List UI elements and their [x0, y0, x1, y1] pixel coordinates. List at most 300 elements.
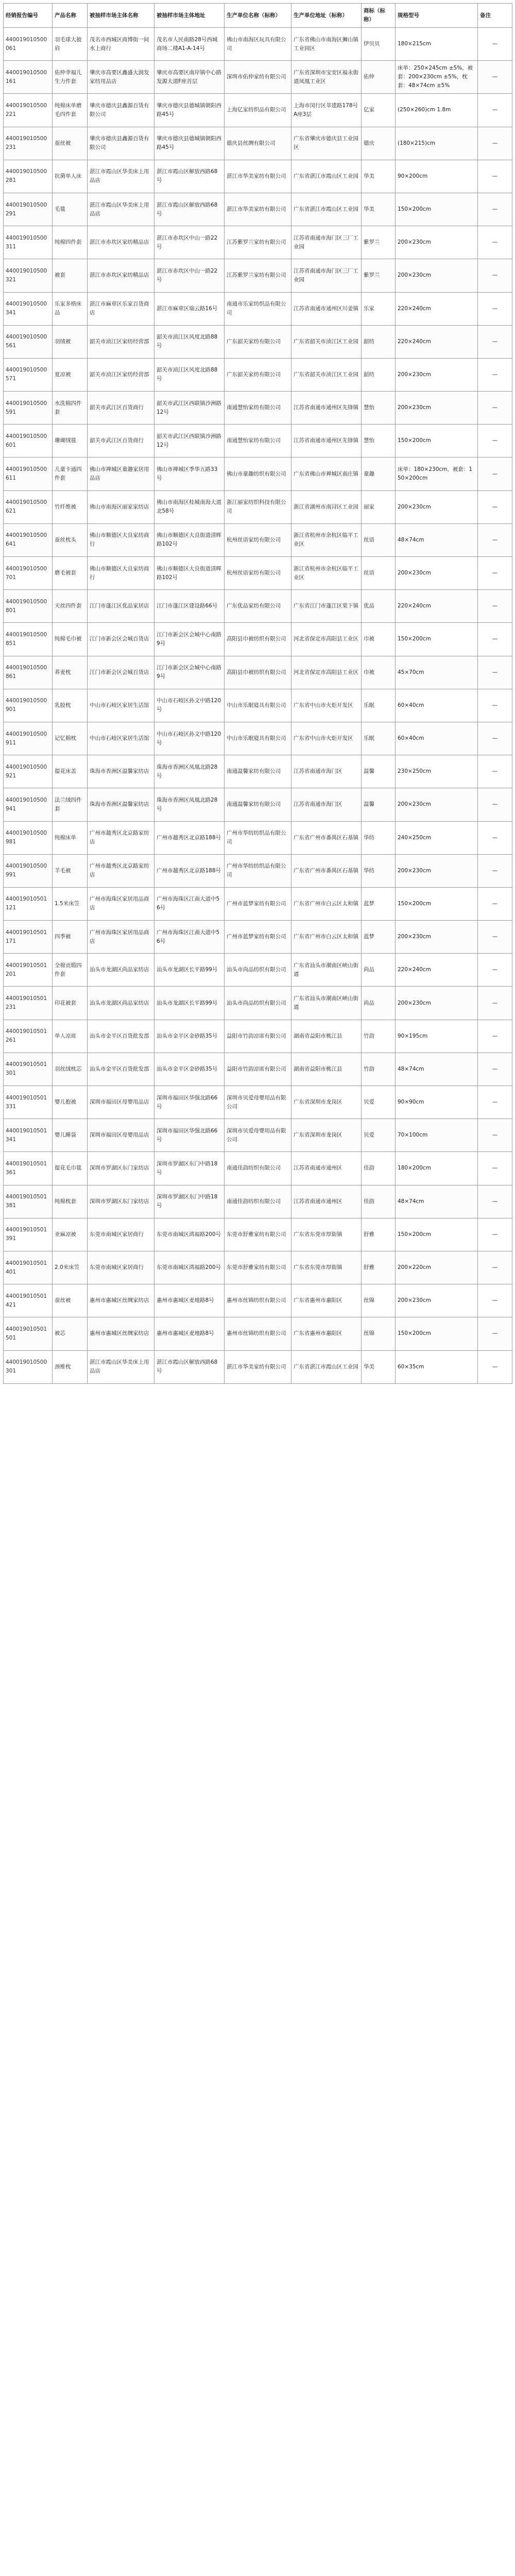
cell-maker-address: 江苏省南通市通州区先锋镇 [291, 425, 362, 457]
cell-seller: 汕头市龙湖区尚品家纺店 [88, 954, 154, 987]
cell-product: 颈椎枕 [53, 1350, 88, 1383]
cell-seller-address: 韶关市武江区西联镇沙洲路12号 [154, 392, 225, 425]
cell-seller: 肇庆市高要区鑫盛大润发家纺用品店 [88, 61, 154, 94]
cell-maker-address: 江苏省南通市通州区川姜镇 [291, 292, 362, 325]
table-row [4, 954, 512, 987]
cell-seller: 肇庆市德庆县鑫源百货有限公司 [88, 94, 154, 127]
cell-maker: 高阳县巾被纺织有限公司 [225, 623, 291, 656]
cell-seller: 佛山市南海区丽家家纺店 [88, 490, 154, 523]
cell-seller-address: 韶关市浈江区风度北路88号 [154, 358, 225, 391]
cell-maker: 中山市乐眠寝具有限公司 [225, 689, 291, 722]
cell-brand: 巾被 [362, 623, 396, 656]
table-row [4, 1119, 512, 1152]
cell-report-id: 440019010501421 [4, 1284, 53, 1317]
cell-maker-address: 浙江省湖州市南浔区工业园 [291, 490, 362, 523]
cell-note: — [478, 954, 512, 987]
cell-report-id: 440019010500221 [4, 94, 53, 127]
cell-product: 儿童卡通四件套 [53, 457, 88, 490]
cell-maker: 广州市蓝梦家纺有限公司 [225, 921, 291, 954]
cell-product: 蚕丝被 [53, 1284, 88, 1317]
cell-product: 荞麦枕 [53, 656, 88, 689]
cell-seller: 韶关市浈江区家纺经营部 [88, 325, 154, 358]
cell-seller-address: 东莞市南城区鸿福路200号 [154, 1218, 225, 1251]
cell-maker: 东莞市舒雅家纺有限公司 [225, 1218, 291, 1251]
cell-report-id: 440019010500901 [4, 689, 53, 722]
cell-seller: 惠州市惠城区丝绸家纺店 [88, 1317, 154, 1350]
cell-maker: 深圳市佑仲家纺有限公司 [225, 61, 291, 94]
cell-report-id: 440019010501331 [4, 1086, 53, 1119]
table-row [4, 1086, 512, 1119]
cell-product: 磨毛被套 [53, 557, 88, 590]
cell-seller: 深圳市福田区母婴用品店 [88, 1119, 154, 1152]
cell-brand: 尚品 [362, 954, 396, 987]
cell-brand: 华美 [362, 160, 396, 193]
cell-maker-address: 江苏省南通市海门区 [291, 788, 362, 821]
cell-seller: 珠海市香洲区温馨家纺店 [88, 755, 154, 788]
cell-spec: 240×250cm [396, 821, 478, 854]
cell-maker: 汕头市尚品纺织有限公司 [225, 954, 291, 987]
cell-seller: 广州市海珠区家居用品商店 [88, 921, 154, 954]
cell-maker-address: 河北省保定市高阳县工业区 [291, 623, 362, 656]
cell-brand: 韶纺 [362, 358, 396, 391]
table-row [4, 160, 512, 193]
cell-seller: 佛山市顺德区大良家纺商行 [88, 523, 154, 556]
cell-maker: 广州市华纺纺织品有限公司 [225, 854, 291, 887]
cell-maker-address: 广东省广州市番禺区石基镇 [291, 821, 362, 854]
cell-product: 佑仲幸福儿生力件套 [53, 61, 88, 94]
cell-maker: 南通慧怡家纺有限公司 [225, 392, 291, 425]
cell-maker-address: 广东省湛江市霞山区工业园 [291, 193, 362, 226]
table-row [4, 490, 512, 523]
header-seller: 被抽样市场主体名称 [88, 4, 154, 28]
cell-note: — [478, 1350, 512, 1383]
cell-maker: 南通佳韵纺织有限公司 [225, 1152, 291, 1185]
cell-seller-address: 惠州市惠城区麦地路8号 [154, 1317, 225, 1350]
cell-report-id: 440019010501171 [4, 921, 53, 954]
table-row [4, 755, 512, 788]
cell-product: 乐家多格床品 [53, 292, 88, 325]
cell-spec: 床单：180×230cm，被套：150×200cm [396, 457, 478, 490]
cell-spec: 180×200cm [396, 1152, 478, 1185]
table-row [4, 689, 512, 722]
cell-seller: 广州市越秀区北京路家纺店 [88, 821, 154, 854]
cell-note: — [478, 392, 512, 425]
cell-maker: 杭州丝语家纺有限公司 [225, 557, 291, 590]
cell-seller-address: 佛山市禅城区季华五路33号 [154, 457, 225, 490]
cell-maker: 佛山市童趣纺织有限公司 [225, 457, 291, 490]
cell-brand: 慧怡 [362, 425, 396, 457]
header-seller-address: 被抽样市场主体地址 [154, 4, 225, 28]
cell-report-id: 440019010500311 [4, 226, 53, 259]
cell-note: — [478, 854, 512, 887]
cell-spec: 60×40cm [396, 722, 478, 755]
cell-seller-address: 茂名市人民南路28号西城商场二楼A1-A-14号 [154, 28, 225, 61]
cell-product: 纯棉毛巾被 [53, 623, 88, 656]
cell-spec: 200×230cm [396, 392, 478, 425]
table-row [4, 623, 512, 656]
table-body [4, 28, 512, 1384]
cell-product: 单人凉席 [53, 1020, 88, 1053]
cell-product: 提花毛巾毯 [53, 1152, 88, 1185]
cell-spec: 床单：250×245cm ±5%，被套：200×230cm ±5%，枕套：48×74cm ±5% [396, 61, 478, 94]
cell-spec: 200×230cm [396, 226, 478, 259]
cell-brand: 乐眠 [362, 722, 396, 755]
cell-report-id: 440019010501341 [4, 1119, 53, 1152]
cell-seller: 湛江市赤坎区家纺精品店 [88, 259, 154, 292]
cell-report-id: 440019010500991 [4, 854, 53, 887]
cell-maker: 惠州市丝锦纺织有限公司 [225, 1317, 291, 1350]
cell-seller-address: 江门市新会区会城中心南路9号 [154, 623, 225, 656]
cell-seller-address: 广州市越秀区北京路188号 [154, 854, 225, 887]
cell-spec: 200×230cm [396, 1284, 478, 1317]
cell-maker: 湛江市华美家纺有限公司 [225, 193, 291, 226]
cell-note: — [478, 755, 512, 788]
cell-seller-address: 汕头市金平区金砂路35号 [154, 1053, 225, 1086]
cell-spec: 150×200cm [396, 1317, 478, 1350]
cell-maker: 浙江丽家纺织科技有限公司 [225, 490, 291, 523]
cell-seller: 韶关市武江区百货商行 [88, 425, 154, 457]
cell-note: — [478, 821, 512, 854]
cell-seller: 佛山市禅城区童趣家居用品店 [88, 457, 154, 490]
cell-maker: 高阳县巾被纺织有限公司 [225, 656, 291, 689]
cell-brand: 温馨 [362, 755, 396, 788]
cell-report-id: 440019010500281 [4, 160, 53, 193]
table-row [4, 325, 512, 358]
cell-spec: 150×200cm [396, 887, 478, 920]
cell-product: 纯棉四件套 [53, 226, 88, 259]
cell-seller-address: 韶关市浈江区风度北路88号 [154, 325, 225, 358]
cell-maker-address: 广东省东莞市厚街镇 [291, 1218, 362, 1251]
cell-maker-address: 广东省汕头市潮南区峡山街道 [291, 954, 362, 987]
cell-brand: 丝语 [362, 557, 396, 590]
cell-seller-address: 佛山市顺德区大良街道清晖路102号 [154, 523, 225, 556]
cell-seller: 惠州市惠城区丝绸家纺店 [88, 1284, 154, 1317]
cell-brand: 优品 [362, 590, 396, 623]
cell-note: — [478, 689, 512, 722]
cell-product: 婴儿睡袋 [53, 1119, 88, 1152]
cell-maker-address: 广东省肇庆市德庆县工业园区 [291, 127, 362, 160]
cell-brand: 舒雅 [362, 1251, 396, 1284]
cell-maker: 江苏紫罗兰家纺有限公司 [225, 226, 291, 259]
table-row [4, 887, 512, 920]
table-row [4, 259, 512, 292]
header-product: 产品名称 [53, 4, 88, 28]
cell-seller: 珠海市香洲区温馨家纺店 [88, 788, 154, 821]
cell-brand: 丝语 [362, 523, 396, 556]
cell-maker: 南通温馨家纺有限公司 [225, 755, 291, 788]
cell-brand: 童趣 [362, 457, 396, 490]
cell-seller: 茂名市西城区商博街一间水上商行 [88, 28, 154, 61]
cell-product: 2.0米床笠 [53, 1251, 88, 1284]
cell-report-id: 440019010500301 [4, 1350, 53, 1383]
table-row [4, 987, 512, 1020]
cell-note: — [478, 425, 512, 457]
cell-report-id: 440019010500851 [4, 623, 53, 656]
cell-spec: 150×200cm [396, 425, 478, 457]
cell-maker-address: 广东省深圳市宝安区福永街道凤凰工业区 [291, 61, 362, 94]
cell-maker: 湛江市华美家纺有限公司 [225, 1350, 291, 1383]
cell-note: — [478, 1218, 512, 1251]
cell-seller: 深圳市罗湖区东门家纺店 [88, 1185, 154, 1218]
cell-brand: 丝锦 [362, 1284, 396, 1317]
cell-brand: 佑仲 [362, 61, 396, 94]
cell-brand: 华美 [362, 193, 396, 226]
cell-note: — [478, 623, 512, 656]
cell-seller: 深圳市罗湖区东门家纺店 [88, 1152, 154, 1185]
cell-maker-address: 河北省保定市高阳县工业区 [291, 656, 362, 689]
cell-spec: 150×200cm [396, 193, 478, 226]
cell-report-id: 440019010500861 [4, 656, 53, 689]
cell-seller-address: 珠海市香洲区凤凰北路28号 [154, 788, 225, 821]
table-row [4, 457, 512, 490]
cell-maker: 南通市乐家纺织品有限公司 [225, 292, 291, 325]
cell-seller-address: 肇庆市德庆县德城镇朝阳西路45号 [154, 94, 225, 127]
cell-seller: 东莞市南城区家居商行 [88, 1218, 154, 1251]
cell-brand: 韶纺 [362, 325, 396, 358]
cell-spec: 200×220cm [396, 1251, 478, 1284]
cell-note: — [478, 523, 512, 556]
cell-report-id: 440019010501301 [4, 1053, 53, 1086]
header-report-id: 经销报告编号 [4, 4, 53, 28]
table-row [4, 1218, 512, 1251]
cell-seller-address: 汕头市龙湖区长平路99号 [154, 987, 225, 1020]
cell-spec: 48×74cm [396, 523, 478, 556]
cell-seller-address: 佛山市顺德区大良街道清晖路102号 [154, 557, 225, 590]
table-header [4, 4, 512, 28]
table-row [4, 1053, 512, 1086]
cell-brand: 蓝梦 [362, 887, 396, 920]
cell-note: — [478, 226, 512, 259]
cell-seller-address: 东莞市南城区鸿福路200号 [154, 1251, 225, 1284]
cell-brand: 紫罗兰 [362, 226, 396, 259]
cell-seller: 湛江市麻章区乐家百货商店 [88, 292, 154, 325]
cell-maker-address: 广东省深圳市龙岗区 [291, 1119, 362, 1152]
cell-report-id: 440019010500591 [4, 392, 53, 425]
cell-note: — [478, 193, 512, 226]
table-row [4, 193, 512, 226]
cell-seller: 江门市新会区会城百货店 [88, 623, 154, 656]
table-row [4, 61, 512, 94]
cell-maker-address: 广东省韶关市浈江区工业园 [291, 325, 362, 358]
cell-seller-address: 肇庆市德庆县德城镇朝阳西路45号 [154, 127, 225, 160]
cell-seller-address: 珠海市香洲区凤凰北路28号 [154, 755, 225, 788]
cell-product: 夏凉被 [53, 358, 88, 391]
cell-report-id: 440019010500601 [4, 425, 53, 457]
table-row [4, 821, 512, 854]
cell-seller-address: 汕头市金平区金砂路35号 [154, 1020, 225, 1053]
cell-report-id: 440019010500291 [4, 193, 53, 226]
table-row [4, 1185, 512, 1218]
cell-maker-address: 浙江省杭州市余杭区临平工业区 [291, 557, 362, 590]
cell-report-id: 440019010500231 [4, 127, 53, 160]
cell-brand: 紫罗兰 [362, 259, 396, 292]
cell-brand: 乐眠 [362, 689, 396, 722]
cell-spec: 200×230cm [396, 921, 478, 954]
cell-spec: 230×250cm [396, 755, 478, 788]
cell-product: 乳胶枕 [53, 689, 88, 722]
cell-note: — [478, 722, 512, 755]
cell-seller-address: 肇庆市高要区南岸镇中心路发源大道F座首层 [154, 61, 225, 94]
cell-seller-address: 深圳市福田区华强北路66号 [154, 1086, 225, 1119]
cell-brand: 舒雅 [362, 1218, 396, 1251]
cell-maker-address: 上海市闵行区莘建路178号A座3层 [291, 94, 362, 127]
cell-product: 纯棉枕套 [53, 1185, 88, 1218]
cell-product: 四季被 [53, 921, 88, 954]
cell-product: 水洗棉四件套 [53, 392, 88, 425]
cell-maker-address: 浙江省杭州市余杭区临平工业区 [291, 523, 362, 556]
cell-maker-address: 江苏省南通市通州区 [291, 1152, 362, 1185]
cell-maker: 广东韶关家纺有限公司 [225, 325, 291, 358]
cell-maker-address: 江苏省南通市通州区 [291, 1185, 362, 1218]
cell-product: 印花被套 [53, 987, 88, 1020]
cell-report-id: 440019010500641 [4, 523, 53, 556]
cell-spec: 90×90cm [396, 1086, 478, 1119]
cell-report-id: 440019010501231 [4, 987, 53, 1020]
cell-seller-address: 湛江市霞山区解放西路68号 [154, 1350, 225, 1383]
cell-maker: 惠州市丝锦纺织有限公司 [225, 1284, 291, 1317]
cell-seller-address: 湛江市霞山区解放西路68号 [154, 193, 225, 226]
cell-product: 记忆棉枕 [53, 722, 88, 755]
cell-seller: 湛江市赤坎区家纺精品店 [88, 226, 154, 259]
cell-report-id: 440019010501361 [4, 1152, 53, 1185]
cell-seller: 湛江市霞山区华美床上用品店 [88, 1350, 154, 1383]
cell-brand: 乐家 [362, 292, 396, 325]
cell-seller: 佛山市顺德区大良家纺商行 [88, 557, 154, 590]
cell-maker-address: 广东省中山市火炬开发区 [291, 689, 362, 722]
cell-note: — [478, 127, 512, 160]
table-row [4, 425, 512, 457]
cell-note: — [478, 28, 512, 61]
cell-maker: 佛山市南海区玩具有限公司 [225, 28, 291, 61]
cell-seller: 深圳市福田区母婴用品店 [88, 1086, 154, 1119]
table-row [4, 788, 512, 821]
cell-maker-address: 广东省深圳市龙岗区 [291, 1086, 362, 1119]
cell-note: — [478, 1053, 512, 1086]
table-row [4, 590, 512, 623]
cell-report-id: 440019010500621 [4, 490, 53, 523]
cell-report-id: 440019010501201 [4, 954, 53, 987]
cell-spec: 200×230cm [396, 490, 478, 523]
table-row [4, 358, 512, 391]
cell-report-id: 440019010501261 [4, 1020, 53, 1053]
cell-seller-address: 湛江市赤坎区中山一路22号 [154, 259, 225, 292]
cell-product: 亚麻凉被 [53, 1218, 88, 1251]
cell-maker: 南通佳韵纺织有限公司 [225, 1185, 291, 1218]
cell-product: 竹纤维被 [53, 490, 88, 523]
table-row [4, 292, 512, 325]
cell-maker: 中山市乐眠寝具有限公司 [225, 722, 291, 755]
cell-report-id: 440019010501381 [4, 1185, 53, 1218]
table-row [4, 392, 512, 425]
cell-maker: 湛江市华美家纺有限公司 [225, 160, 291, 193]
cell-maker: 广州市蓝梦家纺有限公司 [225, 887, 291, 920]
cell-report-id: 440019010500701 [4, 557, 53, 590]
cell-report-id: 440019010501501 [4, 1317, 53, 1350]
table-row [4, 523, 512, 556]
cell-maker-address: 广东省佛山市南海区狮山镇工业园区 [291, 28, 362, 61]
cell-product: 蚕丝被 [53, 127, 88, 160]
cell-brand: 亿家 [362, 94, 396, 127]
cell-seller: 东莞市南城区家居商行 [88, 1251, 154, 1284]
cell-maker: 益阳市竹韵凉席有限公司 [225, 1020, 291, 1053]
cell-maker: 深圳市贝爱母婴用品有限公司 [225, 1119, 291, 1152]
cell-spec: 90×195cm [396, 1020, 478, 1053]
header-note: 备注 [478, 4, 512, 28]
table-row [4, 921, 512, 954]
cell-report-id: 440019010500321 [4, 259, 53, 292]
cell-note: — [478, 325, 512, 358]
cell-seller: 韶关市浈江区家纺经营部 [88, 358, 154, 391]
cell-seller: 肇庆市德庆县鑫源百货有限公司 [88, 127, 154, 160]
cell-report-id: 440019010500921 [4, 755, 53, 788]
cell-maker-address: 广东省江门市蓬江区棠下镇 [291, 590, 362, 623]
cell-seller-address: 江门市蓬江区建设路66号 [154, 590, 225, 623]
cell-seller: 广州市海珠区家居用品商店 [88, 887, 154, 920]
cell-seller: 江门市新会区会城百货店 [88, 656, 154, 689]
cell-maker-address: 江苏省南通市海门区三厂工业园 [291, 259, 362, 292]
cell-seller: 汕头市金平区百货批发部 [88, 1020, 154, 1053]
cell-maker: 益阳市竹韵凉席有限公司 [225, 1053, 291, 1086]
cell-spec: 150×200cm [396, 1218, 478, 1251]
cell-product: 天丝四件套 [53, 590, 88, 623]
inspection-table [3, 3, 512, 1384]
cell-maker-address: 江苏省南通市通州区先锋镇 [291, 392, 362, 425]
table-row [4, 1251, 512, 1284]
cell-note: — [478, 1152, 512, 1185]
cell-maker: 上海亿家纺织品有限公司 [225, 94, 291, 127]
cell-maker: 江苏紫罗兰家纺有限公司 [225, 259, 291, 292]
cell-brand: 温馨 [362, 788, 396, 821]
cell-maker-address: 广东省东莞市厚街镇 [291, 1251, 362, 1284]
cell-note: — [478, 656, 512, 689]
cell-report-id: 440019010500911 [4, 722, 53, 755]
cell-maker: 深圳市贝爱母婴用品有限公司 [225, 1086, 291, 1119]
cell-maker-address: 广东省湛江市霞山区工业园 [291, 160, 362, 193]
cell-product: 被芯 [53, 1317, 88, 1350]
cell-note: — [478, 1251, 512, 1284]
cell-spec: 70×100cm [396, 1119, 478, 1152]
cell-seller-address: 中山市石岐区孙文中路120号 [154, 689, 225, 722]
table-row [4, 1350, 512, 1383]
cell-seller: 湛江市霞山区华美床上用品店 [88, 160, 154, 193]
table-row [4, 722, 512, 755]
cell-seller-address: 深圳市罗湖区东门中路18号 [154, 1152, 225, 1185]
cell-brand: 贝爱 [362, 1119, 396, 1152]
cell-report-id: 440019010501401 [4, 1251, 53, 1284]
cell-product: 提花床盖 [53, 755, 88, 788]
cell-product: 羽绒被 [53, 325, 88, 358]
cell-note: — [478, 987, 512, 1020]
cell-brand: 华纺 [362, 821, 396, 854]
cell-report-id: 440019010500981 [4, 821, 53, 854]
cell-seller-address: 惠州市惠城区麦地路8号 [154, 1284, 225, 1317]
cell-seller-address: 湛江市赤坎区中山一路22号 [154, 226, 225, 259]
cell-note: — [478, 61, 512, 94]
cell-report-id: 440019010500161 [4, 61, 53, 94]
cell-product: 羊毛被 [53, 854, 88, 887]
cell-spec: 150×200cm [396, 623, 478, 656]
cell-spec: 200×230cm [396, 557, 478, 590]
cell-note: — [478, 921, 512, 954]
cell-maker-address: 广东省广州市番禺区石基镇 [291, 854, 362, 887]
cell-brand: 竹韵 [362, 1053, 396, 1086]
cell-seller: 中山市石岐区家居生活馆 [88, 722, 154, 755]
cell-brand: 华纺 [362, 854, 396, 887]
cell-maker-address: 江苏省南通市海门区三厂工业园 [291, 226, 362, 259]
cell-spec: 200×230cm [396, 788, 478, 821]
cell-product: 珊瑚绒毯 [53, 425, 88, 457]
cell-seller: 汕头市金平区百货批发部 [88, 1053, 154, 1086]
